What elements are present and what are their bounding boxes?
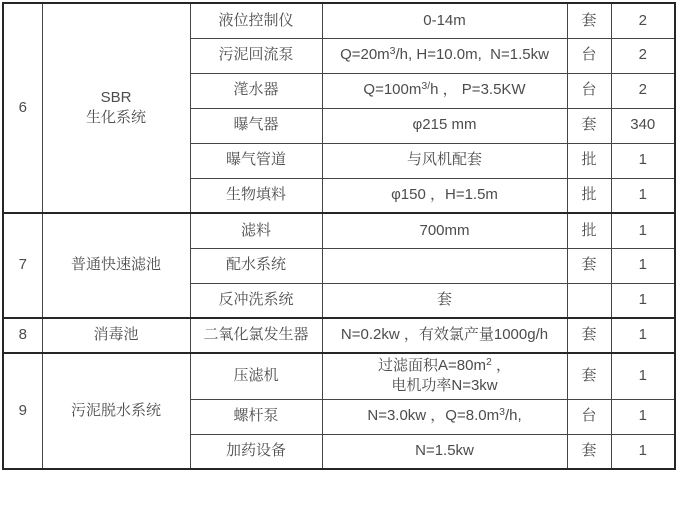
qty-cell-line <box>616 150 671 170</box>
qty-cell-line <box>616 255 671 275</box>
cell-text: 生物填料 <box>225 186 286 204</box>
spec-cell-line <box>327 115 563 135</box>
cell-text: Q=100m <box>363 81 422 99</box>
cell-text: 1 <box>638 291 647 309</box>
cell-text: 二氧化氯发生器 <box>203 326 309 344</box>
equipment-name-cell <box>190 108 322 143</box>
equipment-table <box>2 2 676 470</box>
qty-cell-line <box>616 441 671 461</box>
cell-text: N=0.2kw ，有效氯产量1000g/h <box>340 326 549 344</box>
cell-text: 1 <box>638 407 647 425</box>
cell-text: 8 <box>18 326 27 344</box>
unit-cell-line <box>572 441 607 461</box>
spec-cell-line <box>327 150 563 170</box>
cell-text: /h, H=10.0m, N=1.5kw <box>395 46 549 64</box>
unit-cell <box>567 38 611 73</box>
equipment-name-cell-line <box>195 221 318 241</box>
qty-cell <box>611 353 675 399</box>
unit-cell <box>567 143 611 178</box>
equipment-name-cell <box>190 399 322 434</box>
cell-text: 螺杆泵 <box>233 407 279 425</box>
cell-text: φ150 ，H=1.5m <box>391 186 498 204</box>
unit-cell <box>567 399 611 434</box>
qty-cell <box>611 213 675 248</box>
spec-cell-line <box>327 45 563 65</box>
unit-cell-line <box>572 366 607 386</box>
equipment-name-cell-line <box>195 11 318 31</box>
cell-text: 液位控制仪 <box>218 11 294 29</box>
equipment-name-cell-line <box>195 366 318 386</box>
spec-cell-line <box>327 290 563 310</box>
unit-cell-line <box>572 45 607 65</box>
cell-text: 电机功率N=3kw <box>391 377 498 395</box>
cell-text: 生化系统 <box>85 109 146 126</box>
unit-cell <box>567 283 611 318</box>
equipment-name-cell-line <box>195 441 318 461</box>
equipment-name-cell <box>190 3 322 38</box>
spec-cell-line <box>327 11 563 31</box>
cell-text: Q=20m <box>340 46 390 64</box>
system-name-cell-line <box>47 108 186 128</box>
qty-cell <box>611 248 675 283</box>
cell-text: 滤料 <box>240 221 271 239</box>
cell-text: h ， P=3.5KW <box>430 81 526 99</box>
equipment-name-cell <box>190 434 322 469</box>
qty-cell-line <box>616 45 671 65</box>
cell-text: 340 <box>630 116 656 134</box>
cell-text: 滗水器 <box>233 81 279 99</box>
spec-cell <box>322 399 567 434</box>
qty-cell-line <box>616 80 671 100</box>
superscript-text: 2 <box>485 356 492 368</box>
cell-text: 套 <box>581 116 597 134</box>
cell-text: 污泥脱水系统 <box>70 401 161 419</box>
system-name-cell <box>42 3 190 213</box>
cell-text: 套 <box>436 291 452 309</box>
equipment-name-cell <box>190 178 322 213</box>
unit-cell-line <box>572 115 607 135</box>
table-row <box>3 213 675 248</box>
table-row <box>3 3 675 38</box>
qty-cell <box>611 434 675 469</box>
row-number-cell-line <box>8 325 38 345</box>
cell-text: 台 <box>581 407 597 425</box>
cell-text: 套 <box>581 256 597 274</box>
cell-text: 台 <box>581 81 597 99</box>
equipment-name-cell-line <box>195 325 318 345</box>
qty-cell <box>611 283 675 318</box>
table-row <box>3 318 675 353</box>
row-number-cell <box>3 318 42 353</box>
spec-cell-line <box>327 376 563 396</box>
cell-text: 1 <box>638 256 647 274</box>
cell-text: N=1.5kw <box>415 442 474 460</box>
unit-cell <box>567 434 611 469</box>
unit-cell-line <box>572 406 607 426</box>
qty-cell-line <box>616 221 671 241</box>
system-name-cell <box>42 353 190 469</box>
cell-text: /h, <box>504 407 522 425</box>
qty-cell-line <box>616 185 671 205</box>
cell-text: 2 <box>638 11 647 29</box>
cell-text: 普通快速滤池 <box>70 256 161 274</box>
cell-text: 6 <box>18 98 27 116</box>
spec-cell <box>322 108 567 143</box>
equipment-name-cell <box>190 38 322 73</box>
spec-cell <box>322 283 567 318</box>
unit-cell <box>567 73 611 108</box>
spec-cell <box>322 248 567 283</box>
system-name-cell-line <box>47 88 186 108</box>
cell-text: 污泥回流泵 <box>218 46 294 64</box>
unit-cell-line <box>572 325 607 345</box>
spec-cell <box>322 38 567 73</box>
qty-cell-line <box>616 406 671 426</box>
cell-text: 批 <box>581 221 597 239</box>
cell-text: 1 <box>638 442 647 460</box>
cell-text: 反冲洗系统 <box>218 291 294 309</box>
cell-text: 套 <box>581 11 597 29</box>
equipment-name-cell <box>190 318 322 353</box>
spec-cell <box>322 73 567 108</box>
unit-cell-line <box>572 255 607 275</box>
cell-text: 2 <box>638 81 647 99</box>
cell-text: 1 <box>638 186 647 204</box>
cell-text: 过滤面积A=80m <box>378 357 486 374</box>
unit-cell-line <box>572 221 607 241</box>
cell-text: 1 <box>638 151 647 169</box>
system-name-cell-line <box>47 255 186 275</box>
qty-cell <box>611 178 675 213</box>
qty-cell-line <box>616 115 671 135</box>
equipment-name-cell-line <box>195 290 318 310</box>
row-number-cell <box>3 353 42 469</box>
cell-text: 压滤机 <box>233 367 279 385</box>
spec-cell <box>322 213 567 248</box>
cell-text: 批 <box>581 151 597 169</box>
equipment-name-cell <box>190 353 322 399</box>
equipment-name-cell <box>190 283 322 318</box>
superscript-text: 3 <box>499 406 505 419</box>
cell-text: 套 <box>581 367 597 385</box>
unit-cell <box>567 318 611 353</box>
cell-text: ， <box>491 357 511 374</box>
equipment-name-cell-line <box>195 115 318 135</box>
system-name-cell <box>42 318 190 353</box>
qty-cell <box>611 143 675 178</box>
unit-cell <box>567 248 611 283</box>
system-name-cell-line <box>47 325 186 345</box>
cell-text: 0-14m <box>423 11 466 29</box>
qty-cell-line <box>616 366 671 386</box>
superscript-text: 3 <box>389 45 396 58</box>
qty-cell-line <box>616 325 671 345</box>
cell-text: 7 <box>18 256 27 274</box>
qty-cell <box>611 73 675 108</box>
row-number-cell-line <box>8 98 38 118</box>
cell-text: 2 <box>638 46 647 64</box>
cell-text: 1 <box>638 221 647 239</box>
cell-text: 与风机配套 <box>406 151 482 169</box>
unit-cell-line <box>572 80 607 100</box>
unit-cell-line <box>572 11 607 31</box>
qty-cell-line <box>616 11 671 31</box>
cell-text: φ215 mm <box>412 116 477 134</box>
spec-cell-line <box>327 325 563 345</box>
table-row <box>3 353 675 399</box>
qty-cell <box>611 38 675 73</box>
cell-text: 套 <box>581 326 597 344</box>
unit-cell-line <box>572 150 607 170</box>
equipment-name-cell <box>190 73 322 108</box>
unit-cell <box>567 353 611 399</box>
row-number-cell <box>3 3 42 213</box>
spec-cell <box>322 434 567 469</box>
cell-text: 套 <box>581 442 597 460</box>
spec-cell <box>322 143 567 178</box>
unit-cell-line <box>572 185 607 205</box>
row-number-cell <box>3 213 42 318</box>
spec-cell-line <box>327 185 563 205</box>
equipment-name-cell-line <box>195 150 318 170</box>
spec-cell-line <box>327 356 563 376</box>
equipment-name-cell-line <box>195 80 318 100</box>
equipment-name-cell <box>190 248 322 283</box>
cell-text: 曝气管道 <box>225 151 286 169</box>
spec-cell-line <box>327 441 563 461</box>
system-name-cell <box>42 213 190 318</box>
cell-text: 加药设备 <box>225 442 286 460</box>
row-number-cell-line <box>8 401 38 421</box>
equipment-name-cell-line <box>195 255 318 275</box>
qty-cell <box>611 399 675 434</box>
equipment-name-cell <box>190 143 322 178</box>
cell-text: 消毒池 <box>93 326 139 344</box>
cell-text: 1 <box>638 326 647 344</box>
cell-text: 1 <box>638 367 647 385</box>
spec-cell <box>322 3 567 38</box>
equipment-table-body <box>3 3 675 469</box>
unit-cell <box>567 178 611 213</box>
equipment-name-cell-line <box>195 185 318 205</box>
cell-text: 批 <box>581 186 597 204</box>
unit-cell <box>567 3 611 38</box>
qty-cell <box>611 3 675 38</box>
equipment-name-cell-line <box>195 45 318 65</box>
cell-text: N=3.0kw ，Q=8.0m <box>367 407 500 425</box>
qty-cell <box>611 108 675 143</box>
spec-cell <box>322 353 567 399</box>
spec-cell-line <box>327 80 563 100</box>
equipment-name-cell <box>190 213 322 248</box>
cell-text: 9 <box>18 401 27 419</box>
equipment-name-cell-line <box>195 406 318 426</box>
system-name-cell-line <box>47 401 186 421</box>
spec-cell <box>322 318 567 353</box>
row-number-cell-line <box>8 255 38 275</box>
spec-cell-line <box>327 221 563 241</box>
cell-text: 台 <box>581 46 597 64</box>
unit-cell <box>567 108 611 143</box>
unit-cell <box>567 213 611 248</box>
cell-text: 曝气器 <box>233 116 279 134</box>
qty-cell-line <box>616 290 671 310</box>
cell-text: 配水系统 <box>225 256 286 274</box>
cell-text: SBR <box>100 88 132 106</box>
superscript-text: 3/ <box>421 80 431 93</box>
qty-cell <box>611 318 675 353</box>
spec-cell <box>322 178 567 213</box>
cell-text: 700mm <box>419 221 470 239</box>
spec-cell-line <box>327 406 563 426</box>
